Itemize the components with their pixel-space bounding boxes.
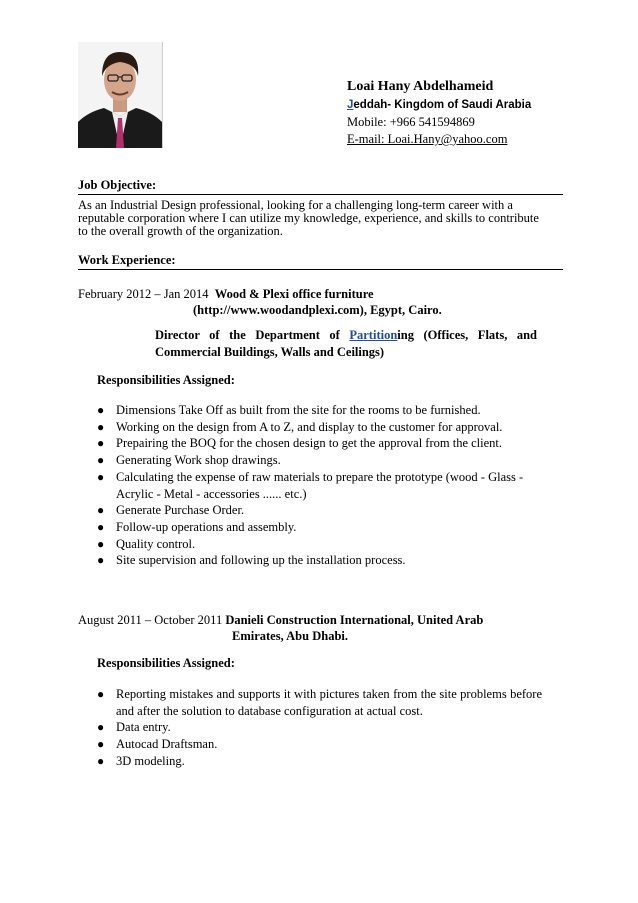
list-item: ● Reporting mistakes and supports it with pictures taken from the site problems before and after the solution to database configuration at actual cost. [97, 687, 542, 718]
job1-role-link[interactable]: Partition [349, 328, 398, 342]
bullet-icon: ● [97, 436, 105, 451]
list-item: ● 3D modeling. [97, 753, 185, 768]
photo-divider [162, 42, 163, 148]
bullet-icon: ● [97, 753, 105, 768]
job1-company-detail: (http://www.woodandplexi.com), Egypt, Cairo. [193, 303, 442, 317]
list-item: ● Generating Work shop drawings. [97, 453, 281, 468]
bullet-icon: ● [97, 536, 105, 551]
list-item: ● Autocad Draftsman. [97, 737, 218, 752]
job1-resp-title: Responsibilities Assigned: [97, 373, 235, 387]
location [347, 97, 531, 114]
list-item: ● Dimensions Take Off as built from the site for the rooms to be furnished. [97, 403, 481, 417]
candidate-name: Loai Hany Abdelhameid [347, 79, 494, 94]
list-item: ● Working on the design from A to Z, and display to the customer for approval. [97, 419, 503, 434]
job2-resp-title: Responsibilities Assigned: [97, 656, 235, 670]
bullet-icon: ● [97, 720, 105, 735]
mobile-number: Mobile: +966 541594869 [347, 115, 475, 129]
job1-role [155, 327, 537, 361]
job2-dates: August 2011 – October 2011 [78, 613, 223, 627]
bullet-icon: ● [97, 737, 105, 752]
list-item: ● Calculating the expense of raw materials to prepare the prototype (wood - Glass - Acrylic - Metal - accessories ...... etc.) [97, 469, 524, 501]
job1-header [78, 286, 374, 303]
location-rest: eddah- Kingdom of Saudi Arabia [353, 99, 532, 111]
list-item: ● Prepairing the BOQ for the chosen design to get the approval from the client. [97, 436, 503, 451]
bullet-icon: ● [97, 687, 105, 701]
job1-role-post: ing (Offices, Flats, and Commercial Buildings, Walls and Ceilings) [155, 328, 537, 359]
experience-rule [78, 269, 563, 270]
bullet-icon: ● [97, 503, 105, 518]
experience-heading: Work Experience: [78, 253, 176, 267]
job2-company: Danieli Construction International, United Arab [225, 613, 484, 627]
objective-heading: Job Objective: [78, 178, 157, 192]
bullet-icon: ● [97, 519, 105, 534]
job2-header [78, 612, 483, 629]
bullet-icon: ● [97, 469, 105, 484]
contact-block [347, 78, 531, 148]
list-item: ● Data entry. [97, 720, 171, 735]
job1-responsibilities [97, 402, 542, 569]
objective-text: As an Industrial Design professional, looking for a challenging long-term career with a reputable corporation where I can utilize my knowledge, experience, and skills to contribute to the overall growth of the organization. [78, 198, 539, 238]
list-item: ● Follow-up operations and assembly. [97, 519, 297, 534]
email-link[interactable]: E-mail: Loai.Hany@yahoo.com [347, 132, 508, 146]
job1-role-pre: Director of the Department of [155, 328, 350, 342]
list-item: ● Quality control. [97, 536, 196, 551]
bullet-icon: ● [97, 403, 105, 417]
job1-company: Wood & Plexi office furniture [214, 287, 374, 301]
job1-dates: February 2012 – Jan 2014 [78, 287, 209, 301]
list-item: ● Generate Purchase Order. [97, 503, 245, 518]
bullet-icon: ● [97, 553, 105, 568]
profile-photo [78, 42, 162, 148]
job2-responsibilities [97, 686, 542, 770]
list-item: ● Site supervision and following up the installation process. [97, 553, 406, 568]
location-first-letter[interactable]: J [347, 99, 354, 111]
job2-company-detail: Emirates, Abu Dhabi. [232, 629, 348, 643]
bullet-icon: ● [97, 453, 105, 468]
objective-rule [78, 194, 563, 195]
bullet-icon: ● [97, 419, 105, 434]
